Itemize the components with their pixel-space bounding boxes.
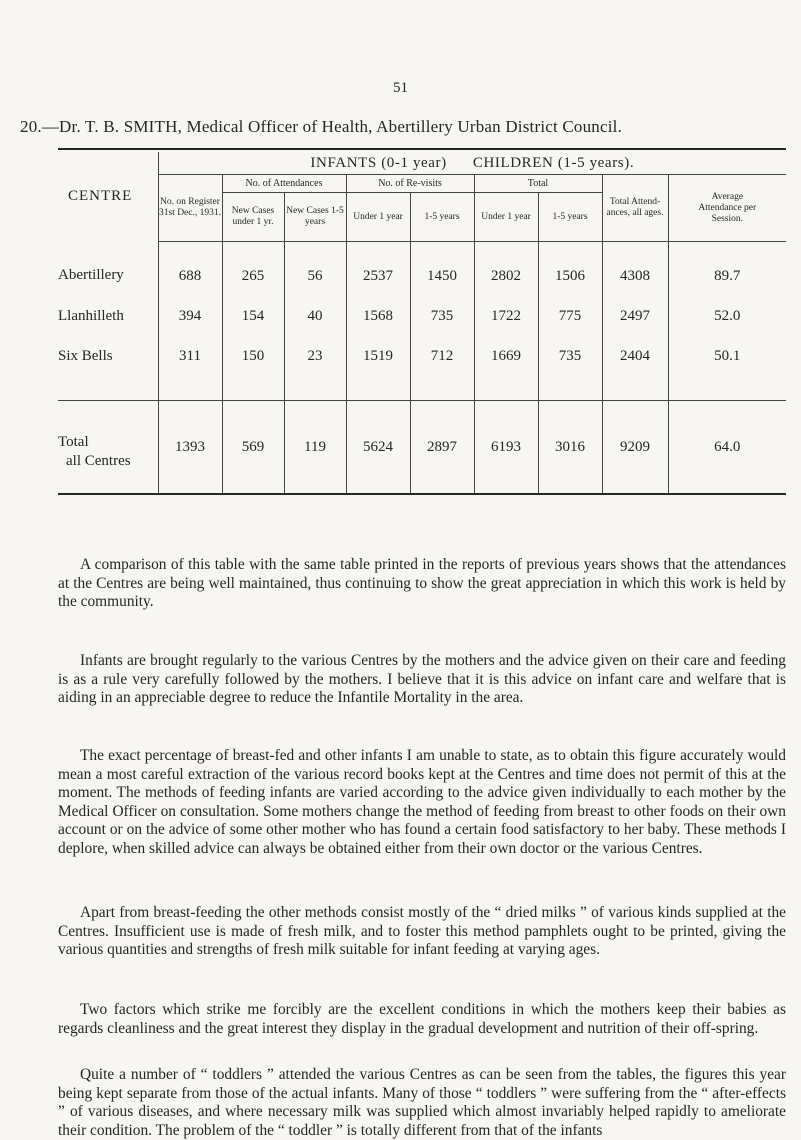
- cell-revisits-1-5: 712: [410, 336, 474, 376]
- attendance-table: [58, 152, 786, 495]
- cell-total-under: 2802: [474, 242, 538, 297]
- table-row: [58, 242, 786, 297]
- cell-revisits-1-5: 1450: [410, 242, 474, 297]
- table-total-row: [58, 401, 786, 495]
- cell-total-1-5: 775: [538, 296, 602, 336]
- column-header-attendances: No. of Attendances: [222, 175, 346, 193]
- column-header-revisits-under: Under 1 year: [346, 193, 410, 242]
- cell-total-all: 2404: [602, 336, 668, 376]
- paragraph: Infants are brought regularly to the various Centres by the mothers and the advice given on their care and feeding is as a rule very carefully followed by the mothers. I believe that it is this advice on infant care and welfare that is aiding in an appreciable degree to reduce the Infantile Mortality in the area.: [58, 652, 786, 707]
- table-spacer-row: [58, 376, 786, 401]
- cell-register: 394: [158, 296, 222, 336]
- total-total-under: 6193: [474, 401, 538, 495]
- cell-total-1-5: 735: [538, 336, 602, 376]
- total-revisits-1-5: 2897: [410, 401, 474, 495]
- column-header-revisits-1-5: 1-5 years: [410, 193, 474, 242]
- cell-new-under: 154: [222, 296, 284, 336]
- cell-revisits-under: 1568: [346, 296, 410, 336]
- total-label-line2: all Centres: [66, 453, 131, 469]
- row-centre: Llanhilleth: [58, 307, 124, 324]
- column-header-total-1-5: 1-5 years: [538, 193, 602, 242]
- total-average: 64.0: [668, 401, 786, 495]
- column-header-revisits: No. of Re-visits: [346, 175, 474, 193]
- column-header-total-all: Total Attend-ances, all ages.: [602, 175, 668, 242]
- total-revisits-under: 5624: [346, 401, 410, 495]
- cell-new-1-5: 40: [284, 296, 346, 336]
- total-total-1-5: 3016: [538, 401, 602, 495]
- cell-total-1-5: 1506: [538, 242, 602, 297]
- cell-register: 311: [158, 336, 222, 376]
- column-header-total-under: Under 1 year: [474, 193, 538, 242]
- table-row: [58, 336, 786, 376]
- total-total-all: 9209: [602, 401, 668, 495]
- cell-revisits-1-5: 735: [410, 296, 474, 336]
- total-register: 1393: [158, 401, 222, 495]
- cell-revisits-under: 2537: [346, 242, 410, 297]
- total-row-label: [58, 401, 158, 495]
- paragraph: Apart from breast-feeding the other methods consist mostly of the “ dried milks ” of various kinds supplied at the Centres. Insufficient use is made of fresh milk, and to foster this method pamphlets ought to be printed, giving the various quantities and strengths of fresh milk suitable for infant feeding at varying ages.: [58, 904, 786, 959]
- group-header-infants: INFANTS (0-1 year): [310, 154, 447, 171]
- table-row: [58, 296, 786, 336]
- column-header-average: Average Attendance per Session.: [668, 175, 786, 242]
- cell-average: 89.7: [668, 242, 786, 297]
- cell-new-under: 265: [222, 242, 284, 297]
- column-header-new-1-5: New Cases 1-5 years: [284, 193, 346, 242]
- column-header-centre: CENTRE: [68, 188, 133, 205]
- column-header-total: Total: [474, 175, 602, 193]
- cell-new-1-5: 23: [284, 336, 346, 376]
- paragraph: Quite a number of “ toddlers ” attended the various Centres as can be seen from the tables, the figures this year being kept separate from those of the actual infants. Many of those “ toddlers ” were suffering from the “ after-effects ” of various diseases, and where necessary milk was supplied which almost invariably helped rapidly to ameliorate their condition. The problem of the “ toddler ” is totally different from that of the infants: [58, 1066, 786, 1139]
- cell-register: 688: [158, 242, 222, 297]
- cell-total-all: 4308: [602, 242, 668, 297]
- table-top-rule: [58, 148, 786, 150]
- total-new-1-5: 119: [284, 401, 346, 495]
- cell-new-1-5: 56: [284, 242, 346, 297]
- cell-revisits-under: 1519: [346, 336, 410, 376]
- total-label-line1: Total: [58, 434, 89, 450]
- group-header: [158, 152, 786, 175]
- total-new-under: 569: [222, 401, 284, 495]
- column-header-new-under: New Cases under 1 yr.: [222, 193, 284, 242]
- paragraph: A comparison of this table with the same table printed in the reports of previous years shows that the attendances at the Centres are being well maintained, thus continuing to show the great appreciation in which this work is held by the community.: [58, 556, 786, 611]
- group-header-children: CHILDREN (1-5 years).: [472, 154, 635, 171]
- cell-average: 50.1: [668, 336, 786, 376]
- cell-total-all: 2497: [602, 296, 668, 336]
- cell-average: 52.0: [668, 296, 786, 336]
- paragraph: Two factors which strike me forcibly are the excellent conditions in which the mothers keep their babies as regards cleanliness and the great interest they display in the gradual development and nutrition of their off-spring.: [58, 1001, 786, 1037]
- page-number: 51: [393, 80, 408, 96]
- column-header-register: No. on Register 31st Dec., 1931.: [158, 175, 222, 242]
- row-centre: Abertillery: [58, 267, 124, 284]
- section-heading: 20.—Dr. T. B. SMITH, Medical Officer of Health, Abertillery Urban District Council.: [20, 117, 623, 136]
- cell-total-under: 1669: [474, 336, 538, 376]
- paragraph: The exact percentage of breast-fed and other infants I am unable to state, as to obtain this figure accurately would mean a most careful extraction of the various record books kept at the Centres and time does not permit of this at the moment. The methods of feeding infants are varied according to the advice given individually to each mother by the Medical Officer on consultation. Some mothers change the method of feeding from breast to other foods on their own account or on the advice of some other mother who has found a certain food satisfactory to her baby. These methods I deplore, when skilled advice can always be obtained either from their own doctor or the various Centres.: [58, 747, 786, 857]
- cell-total-under: 1722: [474, 296, 538, 336]
- row-centre: Six Bells: [58, 347, 113, 364]
- cell-new-under: 150: [222, 336, 284, 376]
